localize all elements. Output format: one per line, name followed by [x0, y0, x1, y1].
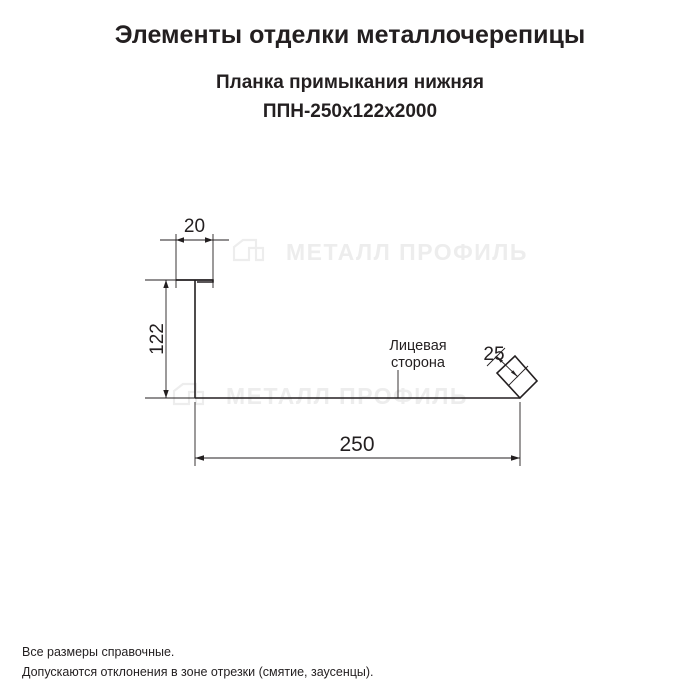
footer-note-2: Допускаются отклонения в зоне отрезки (смятие, заусенцы).: [22, 664, 374, 679]
dimension-label-250: 250: [339, 433, 375, 456]
face-side-label-line1: Лицевая: [389, 338, 447, 354]
profile-outline: [176, 280, 520, 398]
dimension-label-25: 25: [483, 344, 505, 365]
footer-notes: [22, 643, 374, 682]
dimension-label-20: 20: [183, 216, 206, 237]
face-side-label-line2: сторона: [391, 355, 445, 371]
product-name: Планка примыкания нижняя: [215, 71, 485, 93]
product-article: ППН-250x122x2000: [262, 101, 438, 123]
watermark-text: МЕТАЛЛ ПРОФИЛЬ: [226, 383, 468, 409]
title-block: [0, 22, 700, 125]
footer-note-1: Все размеры справочные.: [22, 645, 175, 660]
technical-drawing: [0, 170, 700, 570]
dimension-label-122: 122: [147, 323, 168, 355]
page-title: Элементы отделки металлочерепицы: [114, 21, 586, 49]
watermark-text: МЕТАЛЛ ПРОФИЛЬ: [286, 239, 528, 265]
